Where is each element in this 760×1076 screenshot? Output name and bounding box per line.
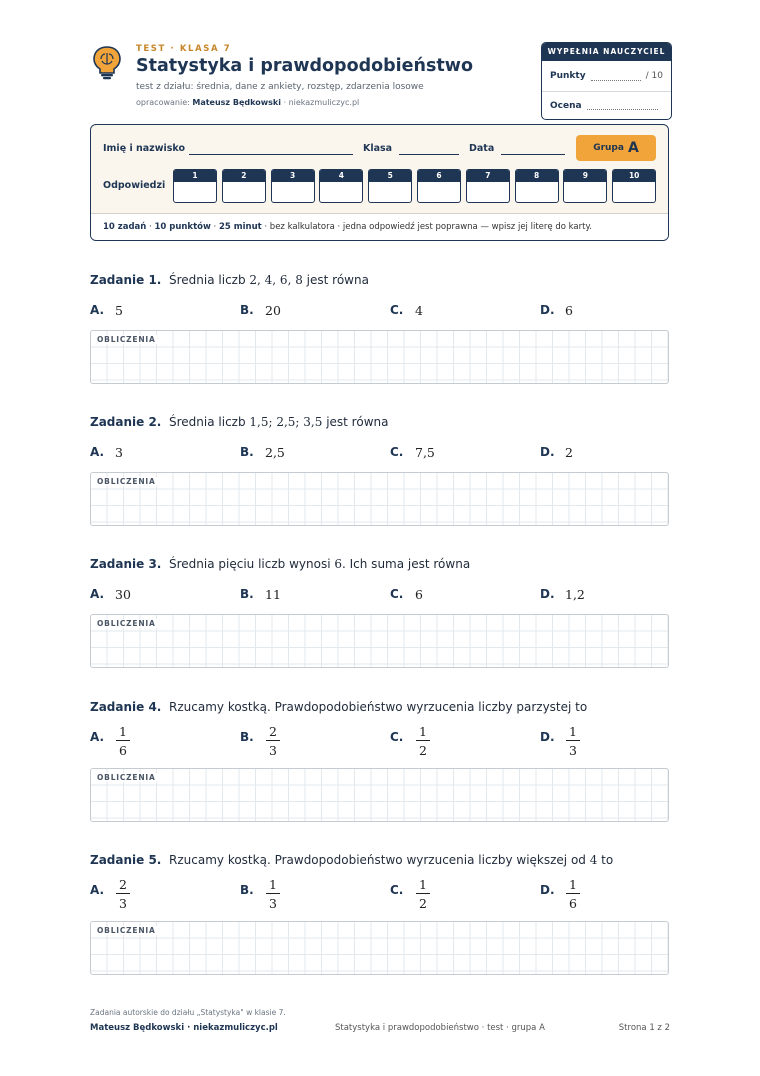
class-field[interactable] (399, 154, 459, 155)
page-title: Statystyka i prawdopodobieństwo (136, 56, 473, 76)
name-field[interactable] (189, 154, 353, 155)
fraction-bar (416, 740, 430, 741)
task-question (90, 853, 613, 867)
option-value: 3 (115, 445, 123, 460)
test-kicker: TEST · KLASA 7 (136, 44, 232, 54)
task-text-end: to (597, 853, 614, 867)
task-math: 2, 4, 6, 8 (249, 273, 303, 287)
group-label: Grupa (593, 143, 624, 153)
option-letter: D. (540, 730, 555, 744)
fraction-bar (116, 893, 130, 894)
answer-box-number: 5 (369, 170, 411, 182)
option-value: 5 (115, 303, 123, 318)
class-label: Klasa (363, 143, 393, 154)
fraction-numerator: 1 (569, 877, 577, 892)
option-letter: D. (540, 587, 555, 601)
answer-option[interactable] (90, 724, 240, 760)
answer-option[interactable] (390, 445, 540, 475)
fraction-numerator: 1 (419, 877, 427, 892)
option-value: 11 (265, 587, 281, 602)
task-math: 6 (334, 557, 342, 571)
teacher-box (541, 42, 672, 120)
answer-option[interactable] (390, 303, 540, 333)
footer-note: Zadania autorskie do działu „Statystyka" w klasie 7. (90, 1008, 286, 1017)
answer-option[interactable] (240, 587, 390, 617)
answer-box[interactable] (612, 169, 656, 203)
foot-tasks: 10 zadań (103, 222, 147, 232)
answer-box-number: 9 (564, 170, 606, 182)
answer-option[interactable] (240, 724, 390, 760)
option-fraction (266, 724, 280, 758)
calculation-area[interactable] (90, 921, 669, 975)
teacher-box-title: WYPEŁNIA NAUCZYCIEL (542, 43, 671, 61)
fraction-numerator: 1 (569, 724, 577, 739)
group-badge (576, 135, 656, 161)
answer-option[interactable] (90, 445, 240, 475)
task-label: Zadanie 5. (90, 853, 162, 867)
fraction-bar (116, 740, 130, 741)
task-label: Zadanie 4. (90, 700, 162, 714)
points-max: / 10 (645, 71, 663, 81)
option-value: 7,5 (415, 445, 435, 460)
calculation-area[interactable] (90, 330, 669, 384)
fraction-denominator: 3 (269, 896, 277, 911)
option-fraction (266, 877, 280, 911)
answer-box[interactable] (466, 169, 510, 203)
task-text-end: . Ich suma jest równa (342, 557, 471, 571)
calculation-area[interactable] (90, 768, 669, 822)
answer-option[interactable] (240, 877, 390, 913)
fraction-numerator: 2 (119, 877, 127, 892)
option-value: 4 (415, 303, 423, 318)
name-label: Imię i nazwisko (103, 143, 185, 154)
author-site: · niekazmuliczyc.pl (280, 98, 360, 107)
option-value: 1,2 (565, 587, 585, 602)
task-text: Rzucamy kostką. Prawdopodobieństwo wyrzucenia liczby parzystej to (169, 700, 588, 714)
fraction-denominator: 2 (419, 743, 427, 758)
option-fraction (566, 724, 580, 758)
task-text: Średnia liczb (169, 415, 250, 429)
foot-rest: · bez kalkulatora · jedna odpowiedź jest poprawna — wpisz jej literę do karty. (261, 222, 592, 232)
author-line (136, 98, 359, 107)
answer-box-number: 3 (272, 170, 314, 182)
option-letter: C. (390, 730, 404, 744)
answer-box-number: 1 (174, 170, 216, 182)
answer-option[interactable] (540, 445, 690, 475)
answer-option[interactable] (90, 877, 240, 913)
footer-author: Mateusz Będkowski · niekazmuliczyc.pl (90, 1023, 278, 1033)
option-letter: D. (540, 883, 555, 897)
option-value: 30 (115, 587, 131, 602)
task-question (90, 415, 388, 429)
option-letter: A. (90, 445, 105, 459)
task-text: Rzucamy kostką. Prawdopodobieństwo wyrzucenia liczby większej od (169, 853, 590, 867)
option-letter: B. (240, 730, 254, 744)
option-letter: B. (240, 587, 254, 601)
answer-option[interactable] (90, 303, 240, 333)
fraction-denominator: 3 (269, 743, 277, 758)
answer-box[interactable] (319, 169, 363, 203)
answer-box[interactable] (417, 169, 461, 203)
answer-option[interactable] (390, 587, 540, 617)
answer-box[interactable] (563, 169, 607, 203)
calculation-label: OBLICZENIA (97, 926, 159, 935)
option-value: 6 (415, 587, 423, 602)
calculation-area[interactable] (90, 472, 669, 526)
option-value: 6 (565, 303, 573, 318)
option-fraction (116, 724, 130, 758)
fraction-denominator: 3 (569, 743, 577, 758)
author-prefix: opracowanie: (136, 98, 193, 107)
answer-option[interactable] (540, 877, 690, 913)
calculation-label: OBLICZENIA (97, 335, 159, 344)
task-text: Średnia liczb (169, 273, 250, 287)
answer-box-number: 8 (516, 170, 558, 182)
group-letter: A (627, 140, 639, 156)
fraction-bar (566, 740, 580, 741)
fraction-numerator: 2 (269, 724, 277, 739)
answer-option[interactable] (540, 587, 690, 617)
answer-option[interactable] (240, 445, 390, 475)
answer-card (90, 124, 669, 241)
calculation-label: OBLICZENIA (97, 477, 159, 486)
task-math: 1,5; 2,5; 3,5 (249, 415, 323, 429)
grade-row (542, 91, 671, 119)
answer-option[interactable] (540, 724, 690, 760)
answer-box[interactable] (222, 169, 266, 203)
option-fraction (566, 877, 580, 911)
task-text-end: jest równa (302, 273, 369, 287)
answer-option[interactable] (540, 303, 690, 333)
option-letter: D. (540, 303, 555, 317)
fraction-denominator: 2 (419, 896, 427, 911)
fraction-numerator: 1 (269, 877, 277, 892)
option-letter: D. (540, 445, 555, 459)
fraction-denominator: 6 (569, 896, 577, 911)
option-letter: B. (240, 303, 254, 317)
fraction-bar (416, 893, 430, 894)
option-value: 2 (565, 445, 573, 460)
calculation-label: OBLICZENIA (97, 773, 159, 782)
task-question (90, 700, 587, 714)
option-letter: A. (90, 730, 105, 744)
fraction-denominator: 3 (119, 896, 127, 911)
option-fraction (416, 724, 430, 758)
task-text: Średnia pięciu liczb wynosi (169, 557, 335, 571)
date-label: Data (469, 143, 495, 154)
lightbulb-brain-icon (90, 44, 124, 80)
option-letter: B. (240, 883, 254, 897)
fraction-denominator: 6 (119, 743, 127, 758)
answer-option[interactable] (390, 877, 540, 913)
option-letter: B. (240, 445, 254, 459)
task-question (90, 273, 369, 287)
answer-box-number: 2 (223, 170, 265, 182)
fraction-bar (266, 740, 280, 741)
answer-box[interactable] (515, 169, 559, 203)
task-question (90, 557, 470, 571)
fraction-numerator: 1 (419, 724, 427, 739)
option-letter: C. (390, 587, 404, 601)
task-label: Zadanie 1. (90, 273, 162, 287)
page-number: Strona 1 z 2 (618, 1023, 670, 1033)
answer-option[interactable] (90, 587, 240, 617)
page-subtitle: test z działu: średnia, dane z ankiety, rozstęp, zdarzenia losowe (136, 82, 424, 92)
option-value: 2,5 (265, 445, 285, 460)
answer-option[interactable] (240, 303, 390, 333)
grade-field[interactable] (587, 101, 658, 110)
author-name: Mateusz Będkowski (192, 98, 281, 107)
option-letter: A. (90, 883, 105, 897)
points-label: Punkty (550, 71, 586, 81)
option-fraction (416, 877, 430, 911)
option-letter: C. (390, 303, 404, 317)
answer-box-number: 6 (418, 170, 460, 182)
student-info-row (103, 143, 658, 159)
fraction-bar (266, 893, 280, 894)
calculation-label: OBLICZENIA (97, 619, 159, 628)
page-header (90, 42, 672, 120)
calculation-area[interactable] (90, 614, 669, 668)
option-letter: C. (390, 445, 404, 459)
date-field[interactable] (501, 154, 565, 155)
points-field[interactable] (591, 72, 641, 81)
answer-option[interactable] (390, 724, 540, 760)
option-letter: A. (90, 303, 105, 317)
task-text-end: jest równa (322, 415, 389, 429)
foot-points: 10 punktów (154, 222, 211, 232)
option-letter: A. (90, 587, 105, 601)
option-value: 20 (265, 303, 281, 318)
grade-label: Ocena (550, 100, 582, 111)
task-label: Zadanie 2. (90, 415, 162, 429)
foot-time: 25 minut (218, 222, 262, 232)
fraction-bar (566, 893, 580, 894)
answer-box[interactable] (271, 169, 315, 203)
option-fraction (116, 877, 130, 911)
points-row (542, 61, 671, 91)
option-letter: C. (390, 883, 404, 897)
answer-box-number: 4 (320, 170, 362, 182)
answer-box[interactable] (173, 169, 217, 203)
task-label: Zadanie 3. (90, 557, 162, 571)
footer-title: Statystyka i prawdopodobieństwo · test · grupa A (335, 1023, 545, 1033)
task-math: 4 (589, 853, 598, 867)
answer-box-number: 10 (613, 170, 655, 182)
answers-label: Odpowiedzi (103, 180, 166, 191)
answer-box[interactable] (368, 169, 412, 203)
card-instructions: 10 zadań · 10 punktów · 25 minut · bez kalkulatora · jedna odpowiedź jest poprawna — wpisz jej literę do karty. (91, 213, 668, 241)
fraction-numerator: 1 (119, 724, 127, 739)
answer-box-number: 7 (467, 170, 509, 182)
